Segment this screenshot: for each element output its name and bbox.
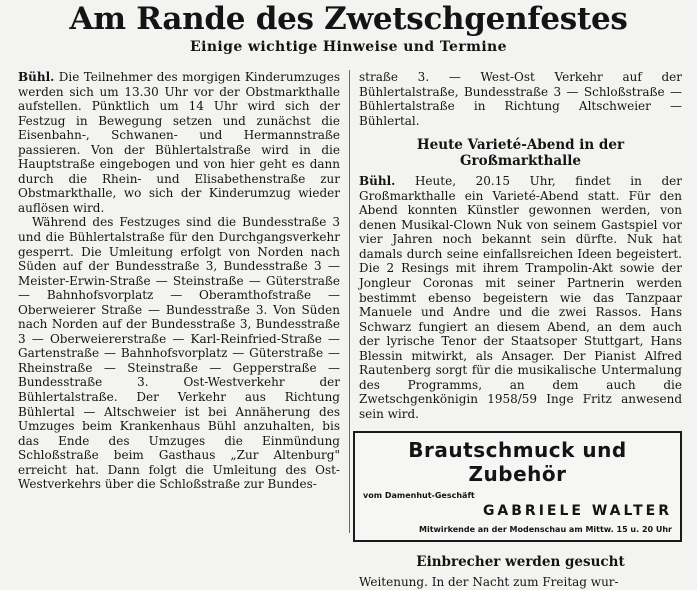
subheadline: Einige wichtige Hinweise und Termine bbox=[190, 39, 507, 55]
continuation-text: straße 3. — West-Ost Verkehr auf der Bühlertalstraße, Bundesstraße 3 — Schloßstraße — Bühlertalstraße in Richtung Altschweier — Bühlertal. bbox=[359, 70, 682, 128]
article-burglar-title: Einbrecher werden gesucht bbox=[416, 554, 625, 571]
article-varieté-body bbox=[359, 174, 682, 421]
paragraph-2: Während des Festzuges sind die Bundesstraße 3 und die Bühlertalstraße für den Durchgangsverkehr gesperrt. Die Umleitung erfolgt von Norden nach Süden auf der Bundesstraße 3, Bundesstraße 3 — Meister-Erwin-Straße — Steinstraße — Güterstraße — Bahnhofsvorplatz — Oberamthofstraße — Oberweierer Straße — Bundesstraße 3. Von Süden nach Norden auf der Bundesstraße 3, Bundesstraße 3 — Oberweiererstraße — Karl-Reinfried-Straße — Gartenstraße — Bahnhofsvorplatz — Güterstraße — Rheinstraße — Steinstraße — Gepperstraße — Bundesstraße 3. Ost-Westverkehr der Bühlertalstraße. Der Verkehr aus Richtung Bühlertal — Altschweier ist bei Annäherung des Umzuges beim Krankenhaus Bühl anzuhalten, bis das Ende des Umzuges die Einmündung Schloßstraße beim Gasthaus „Zur Altenburg" erreicht hat. Dann folgt die Umleitung des Ost-Westverkehrs über die Schloßstraße zur Bundes- bbox=[18, 215, 340, 492]
left-column bbox=[18, 70, 340, 533]
right-column bbox=[359, 70, 682, 590]
place-name: Bühl. bbox=[18, 70, 55, 84]
paragraph-1-text: Die Teilnehmer des morgigen Kinderumzuges werden sich um 13.30 Uhr vor der Obstmarkthalle aufstellen. Pünktlich um 14 Uhr wird sich der Festzug in Bewegung setzen und zunächst die Eisenbahn-, Schwanen- und Hermannstraße passieren. Von der Bühlertalstraße wird in die Hauptstraße eingebogen und von hier geht es dann durch die Rhein- und Elisabethenstraße zur Obstmarkthalle, wo sich der Kinderumzug wieder auflösen wird. bbox=[18, 70, 340, 215]
article-varieté-text: Heute, 20.15 Uhr, findet in der Großmarkthalle ein Varieté-Abend statt. Für den Abend konnten Künstler gewonnen werden, von denen Musikal-Clown Nuk von seinem Gastspiel vor vier Jahren noch bekannt sein dürfte. Nuk hat damals durch seine einfallsreichen Ideen begeistert. Die 2 Resings mit ihrem Trampolin-Akt sowie der Jongleur Coronas mit seiner Partnerin werden bestimmt ebenso begeistern wie das Tanzpaar Manuele und Andre und die zwei Rassos. Hans Schwarz fungiert an diesem Abend, an dem auch der lyrische Tenor der Staatsoper Stuttgart, Hans Blessin mitwirkt, als Ansager. Der Pianist Alfred Rautenberg sorgt für die musikalische Untermalung des Programms, an dem auch die Zwetschgenkönigin 1958/59 Inge Fritz anwesend sein wird. bbox=[359, 174, 682, 421]
ad-source: vom Damenhut-Geschäft bbox=[363, 491, 475, 501]
paragraph-1 bbox=[18, 70, 340, 215]
ad-title: Brautschmuck und Zubehör bbox=[408, 438, 627, 487]
ad-shop-name: GABRIELE WALTER bbox=[482, 503, 672, 520]
article-varieté-title: Heute Varieté-Abend in der Großmarkthalle bbox=[416, 137, 625, 170]
article-varieté-place: Bühl. bbox=[359, 174, 396, 189]
ad-note: Mitwirkende an der Modenschau am Mittw. 15 u. 20 Uhr bbox=[419, 525, 672, 535]
column-divider bbox=[349, 70, 350, 533]
article-burglar-body: Weitenung. In der Nacht zum Freitag wur- bbox=[359, 575, 619, 590]
advertisement-box bbox=[353, 431, 682, 542]
headline: Am Rande des Zwetschgenfestes bbox=[69, 1, 628, 37]
